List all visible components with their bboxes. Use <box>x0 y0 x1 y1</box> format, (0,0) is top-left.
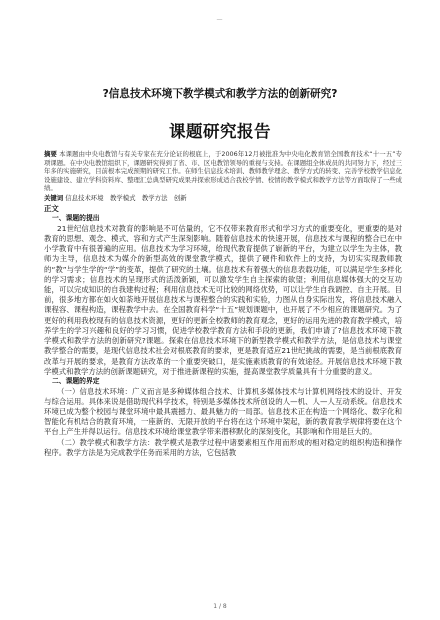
document-title: ?信息技术环境下教学模式和教学方法的创新研究? <box>102 88 338 100</box>
section-heading-1: 一、课题的提出 <box>52 214 100 223</box>
section-heading-2: 二、课题的界定 <box>52 376 100 385</box>
keywords-text: 信息技术环境 教学模式 教学方法 创新 <box>65 193 187 202</box>
document-subtitle: 课题研究报告 <box>169 122 271 141</box>
section-2-paragraph-1: （一）信息技术环境：广义而言是多种媒体组合技术、计算机多媒体技术与计算机网络技术的设计、开发与综合运用。具体来说是借助现代科学技术，特别是多媒体技术所创设的人—机、人—人互动系统。信息技术环境已成为整个校园与课堂环境中最具震撼力、最具魅力的一局部。信息技术正在构造一个网络化、数字化和智能化有机结合的教育环境，一座新的、无限开放的平台将在这个环境中架起，新的教育教学规律将要在这个平台上产生并得以运行。信息技术环境给课堂教学带来潜移默化的深刻变化，其影响和作用是巨大的。 <box>44 386 402 437</box>
section-2-paragraph-2: （二）教学模式和教学方法：教学模式是教学过程中诸要素相互作用而形成的相对稳定的组织构造和操作程序。教学方法是为完成教学任务而采用的方法，它包括教 <box>44 437 402 457</box>
abstract <box>44 150 402 193</box>
page-number: 1 / 8 <box>213 603 227 610</box>
abstract-text: 本课题由中央电教馆与有关专家在充分论证的根底上，于2006年12月被批准为中央电化教育馆全国教育技术“十一五”专项课题。在中央电教馆组织下，课题研究得到了省、市、区电教馆领导的重视与支持。在课题组全体成员的共同努力下，经过三年多的实施研究，目前根本完成预期的研究工作。在师生信息技术培训、教师教学理念、教学方式的转变、完善学校教学信息化设施建设、建立学科资料库、整理汇总典型研究成果并探索形成适合我校学情、校情的教学模式和教学方法等方面取得了一些成绩。 <box>44 150 402 193</box>
document-body <box>44 150 402 458</box>
keywords <box>44 194 402 203</box>
abstract-label: 摘要 <box>44 150 57 158</box>
body-label: 正文 <box>44 204 59 214</box>
keywords-label: 关键词 <box>44 193 64 202</box>
header-mark: — <box>216 16 224 23</box>
section-1-paragraph-1: 21世纪信息技术对教育的影响是不可估量的，它不仅带来教育形式和学习方式的重要变化，更重要的是对教育的思想、观念、模式、容和方式产生深刻影响。随着信息技术的快速开展，信息技术与课程的整合已在中小学教育中有很普遍的应用。信息技术为学习环境，给现代教育提供了崭新的平台，为建立以学生为主体，教师为主导，信息技术为媒介的新型高效的课堂教学模式，提供了硬件和软件上的支持，为切实实现教师教的“教”与学生学的“学”的变革，提供了研究的土壤。信息技术有着强大的信息表载功能，可以满足学生多样化的学习需求；信息技术的呈现形式的活泼新颖，可以激发学生自主探索的欲望；利用信息媒体强大的交互功能，可以完成知识的自我建构过程；利用信息技术无可比较的网络优势，可以让学生自我调控、自主开展。目前，很多地方都在如火如荼地开展信息技术与课程整合的实践和实验，力图从自身实际出发，将信息技术融入课程容、课程构造，课程教学中去。在全国教育科学“十五”规划课题中，也开展了不少相应的课题研究。为了更好的利用我校现有的信息技术资源，更好的更新全校教师的教育观念，更好的运用先进的教育教学模式，培养学生的学习兴趣和良好的学习习惯，促进学校教学教育方法和手段的更新，我们申请了?信息技术环境下教学模式和教学方法的创新研究?课题。探索在信息技术环境下的新型教学模式和教学方法，是信息技术与课堂教学整合的需要，是现代信息技术社会对根底教育的要求，更是教育适应21世纪挑战的需要，是当前根底教育改革与开展的要求，是教育方法改革的一个重要突破口，是实施素质教育的有效途径。开展信息技术环境下教学模式和教学方法的创新课题研究，对于推进新课程的实施，提高课堂教学质量具有十分重要的意义。 <box>44 223 402 376</box>
